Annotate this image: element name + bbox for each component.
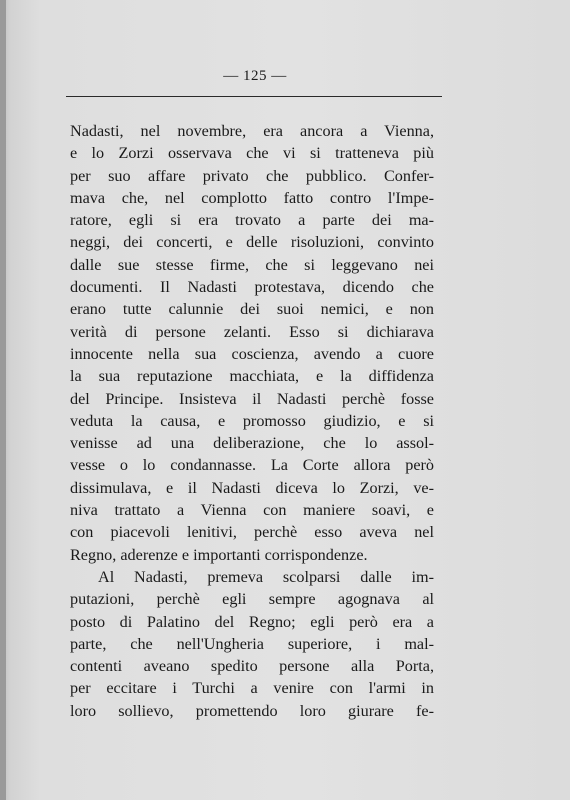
text-line: innocente nella sua coscienza, avendo a cuore [70,344,434,363]
text-line: Nadasti, nel novembre, era ancora a Vienna, [70,122,434,140]
text-line: con piacevoli lenitivi, perchè esso aveva nel [70,523,434,542]
text-line: e lo Zorzi osservava che vi si tratteneva più [70,144,434,163]
text-line: del Principe. Insisteva il Nadasti perchè fosse [70,389,434,408]
text-line: posto di Palatino del Regno; egli però era a [70,612,434,631]
text-line: veduta la causa, e promosso giudizio, e si [70,411,434,430]
page-spine-shadow [0,0,6,800]
text-line: verità di persone zelanti. Esso si dichiarava [70,322,434,341]
text-line: niva trattato a Vienna con maniere soavi, e [70,501,434,520]
text-line: mava che, nel complotto fatto contro l'Impe- [70,188,434,207]
text-line: ratore, egli si era trovato a parte dei ma- [70,211,434,230]
text-line: parte, che nell'Ungheria superiore, i mal- [70,634,434,653]
text-line: Regno, aderenze e importanti corrispondenze. [70,545,368,564]
text-line: loro sollievo, promettendo loro giurare fe- [70,701,434,720]
text-line: documenti. Il Nadasti protestava, dicendo che [70,278,434,297]
text-line: per suo affare privato che pubblico. Confer- [70,166,434,185]
text-line: dissimulava, e il Nadasti diceva lo Zorzi, ve- [70,478,434,497]
text-line: la sua reputazione macchiata, e la diffidenza [70,367,434,386]
text-line: dalle sue stesse firme, che si leggevano nei [70,255,434,274]
text-line: contenti aveano spedito persone alla Porta, [70,657,434,676]
header-rule [66,96,442,97]
text-line: vesse o lo condannasse. La Corte allora però [70,456,434,475]
text-line: Al Nadasti, premeva scolparsi dalle im- [98,567,434,586]
text-line: putazioni, perchè egli sempre agognava al [70,590,434,609]
page-number: — 125 — [223,68,287,84]
text-line: per eccitare i Turchi a venire con l'armi in [70,679,434,698]
text-line: venisse ad una deliberazione, che lo assol- [70,434,434,453]
body-text [70,120,434,722]
text-line: erano tutte calunnie dei suoi nemici, e non [70,300,434,319]
text-line: neggi, dei concerti, e delle risoluzioni, convinto [70,233,434,252]
